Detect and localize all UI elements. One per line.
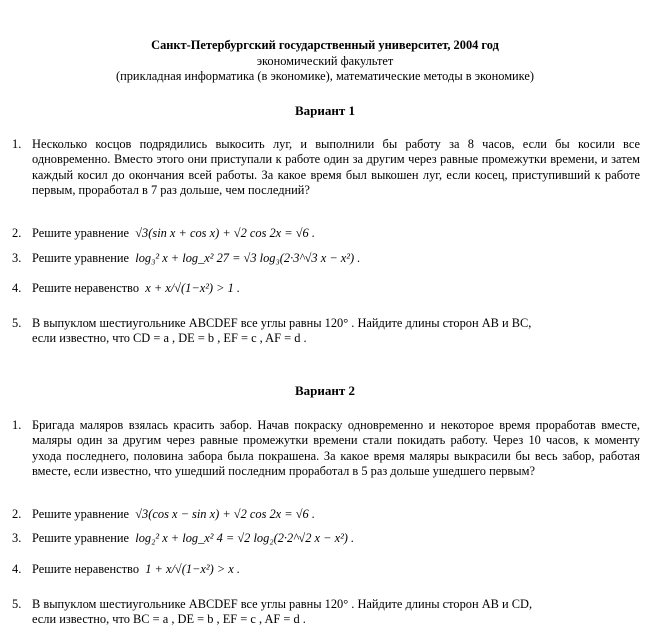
problem-text <box>32 226 640 241</box>
problem-line-1: В выпуклом шестиугольнике ABCDEF все углы равны 120° . Найдите длины сторон AB и CD, <box>32 597 533 611</box>
problem-number: 4. <box>12 281 22 295</box>
problem-text: Бригада маляров взялась красить забор. Начав покраску одновременно и некоторое время проработав вместе, маляры один за другим через равные промежутки времени стали покидать работу. Через 10 часов, к моменту ухода последнего, половина забора была покрашена. За какое время маляры выкрасили бы весь забор, работая вместе, если известно, что ушедший последним проработал в 5 раз дольше ушедшего первым? <box>32 418 640 478</box>
problem-text <box>32 562 640 577</box>
problem-text <box>32 507 640 522</box>
university-title: Санкт-Петербургский государственный университет, 2004 год <box>151 38 499 52</box>
problem-number: 3. <box>12 251 22 265</box>
problem-number: 4. <box>12 562 22 576</box>
problem-prefix: Решите неравенство <box>32 281 140 295</box>
problem-line-2: если известно, что BC = a , DE = b , EF = c , AF = d . <box>32 612 306 627</box>
problem-text <box>32 281 640 296</box>
problem-text <box>32 597 640 628</box>
problem-number: 3. <box>12 531 22 545</box>
problem-line-1: В выпуклом шестиугольнике ABCDEF все углы равны 120° . Найдите длины сторон AB и BC, <box>32 316 532 330</box>
inequality-formula: 1 + x/√(1−x²) > x . <box>145 562 241 576</box>
problem-prefix: Решите уравнение <box>32 226 130 240</box>
problem-number: 1. <box>12 418 22 432</box>
variant-1-title: Вариант 1 <box>294 103 356 118</box>
equation-formula: log₃² x + log_x² 27 = √3 log₃(2·3^√3 x − x²) . <box>135 251 361 265</box>
problem-prefix: Решите уравнение <box>32 507 130 521</box>
problem-number: 5. <box>12 597 22 611</box>
equation-formula: √3(cos x − sin x) + √2 cos 2x = √6 . <box>135 507 315 521</box>
problem-prefix: Решите уравнение <box>32 531 130 545</box>
faculty-line: экономический факультет <box>256 54 394 68</box>
specialty-line: (прикладная информатика (в экономике), математические методы в экономике) <box>115 69 535 83</box>
problem-text <box>32 316 640 347</box>
problem-text: Несколько косцов подрядились выкосить луг, и выполнили бы работу за 8 часов, если бы косили все одновременно. Вместо этого они приступали к работе один за другим через равные промежутки времени, и затем каждый косил до окончания всей работы. За какое время был выкошен луг, если косец, приступивший к работе первым, проработал в 7 раз дольше, чем последний? <box>32 137 640 197</box>
problem-number: 5. <box>12 316 22 330</box>
problem-prefix: Решите уравнение <box>32 251 130 265</box>
problem-text <box>32 251 640 266</box>
problem-text <box>32 531 640 546</box>
problem-number: 2. <box>12 507 22 521</box>
variant-2-title: Вариант 2 <box>294 383 356 398</box>
problem-number: 2. <box>12 226 22 240</box>
problem-number: 1. <box>12 137 22 151</box>
problem-prefix: Решите неравенство <box>32 562 140 576</box>
equation-formula: √3(sin x + cos x) + √2 cos 2x = √6 . <box>135 226 315 240</box>
equation-formula: log₂² x + log_x² 4 = √2 log₂(2·2^√2 x − x²) . <box>135 531 355 545</box>
problem-line-2: если известно, что CD = a , DE = b , EF = c , AF = d . <box>32 331 307 346</box>
inequality-formula: x + x/√(1−x²) > 1 . <box>145 281 241 295</box>
